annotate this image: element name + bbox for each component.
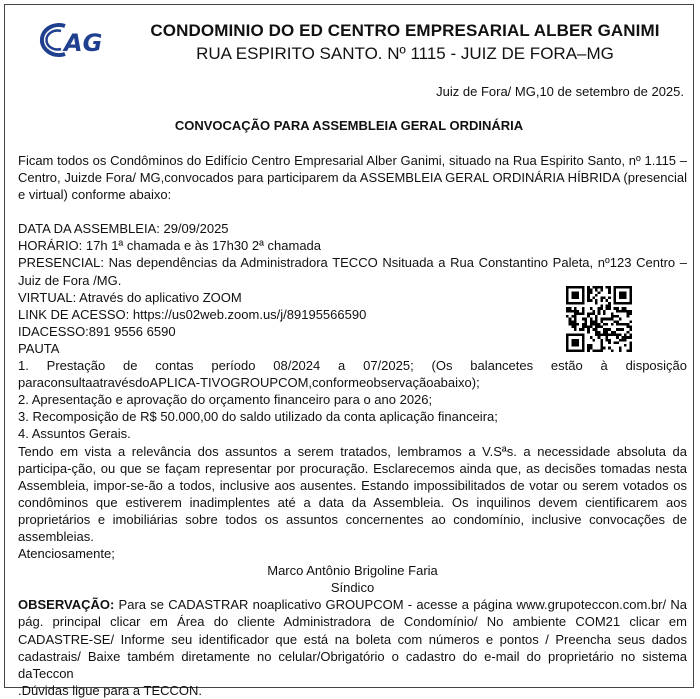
document-title: CONVOCAÇÃO PARA ASSEMBLEIA GERAL ORDINÁRIA <box>174 118 524 133</box>
notice-body <box>18 152 687 699</box>
cag-logo <box>31 19 109 61</box>
observation-paragraph <box>18 596 687 681</box>
date-line: Juiz de Fora/ MG,10 de setembro de 2025. <box>436 84 684 99</box>
agenda-item: 1. Prestação de contas período 08/2024 a 07/2025; (Os balancetes estão à disposição paraconsultaatravésdoAPLICA-TIVOGROUPCOM,conformeobservaçãoabaixo); <box>18 358 687 391</box>
salutation: Atenciosamente; <box>18 546 115 562</box>
agenda-item: 4. Assuntos Gerais. <box>18 426 131 442</box>
observation-text: Para se CADASTRAR noaplicativo GROUPCOM - acesse a página www.grupoteccon.com.br/ Na pág. principal clicar em Área do cliente Administradora de Condomínio/ No ambiente COM21 clicar em CADASTRE-SE/ Informe seu identificador que está na boleta com números e pontos / Preencha seus dados cadastrais/ Baixe também diretamente no celular/Obrigatório o cadastro do e-mail do proprietário no sistema daTeccon <box>18 597 687 681</box>
signatory-role: Síndico <box>330 580 375 596</box>
closing-paragraph: Tendo em vista a relevância dos assuntos a serem tratados, lembramos a V.Sªs. a necessidade absoluta da participa-ção, ou que se façam representar por procuração. Esclarecemos ainda que, as decisões tomadas nesta Assembleia, impor-se-ão a todos, inclusive aos ausentes. Estando impossibilitados de votar ou serem votados os condôminos que estiverem inadimplentes até a data da Assembleia. Os inquilinos devem cientificarem aos proprietários e imobiliárias sobre todos os assuntos concernentes ao condomínio, inclusive convocações de assembleias. <box>18 443 687 544</box>
org-address: RUA ESPIRITO SANTO. Nº 1115 - JUIZ DE FORA–MG <box>196 44 614 63</box>
observation-label: OBSERVAÇÃO: <box>18 597 115 613</box>
signatory-name: Marco Antônio Brigoline Faria <box>267 563 438 579</box>
intro-paragraph: Ficam todos os Condôminos do Edifício Centro Empresarial Alber Ganimi, situado na Rua Espirito Santo, nº 1.115 – Centro, Juizde Fora/ MG,convocados para participarem da ASSEMBLEIA GERAL ORDINÁRIA HÍBRIDA (presencial e virtual) conforme abaixo: <box>18 153 687 203</box>
access-link: LINK DE ACESSO: https://us02web.zoom.us/j/89195566590 <box>18 306 367 322</box>
agenda-heading: PAUTA <box>18 340 60 356</box>
assembly-time: HORÁRIO: 17h 1ª chamada e às 17h30 2ª chamada <box>18 238 322 254</box>
agenda-item: 3. Recomposição de R$ 50.000,00 do saldo utilizado da conta aplicação financeira; <box>18 409 498 425</box>
org-name: CONDOMINIO DO ED CENTRO EMPRESARIAL ALBER GANIMI <box>150 21 660 40</box>
notice-frame <box>4 4 694 698</box>
svg-text:AG: AG <box>64 29 103 57</box>
agenda-item: 2. Apresentação e aprovação do orçamento financeiro para o ano 2026; <box>18 392 433 408</box>
spacer <box>18 203 687 220</box>
in-person-location: PRESENCIAL: Nas dependências da Administradora TECCO Nsituada a Rua Constantino Paleta, nº123 Centro – Juiz de Fora /MG. <box>18 255 687 288</box>
assembly-date: DATA DA ASSEMBLEIA: 29/09/2025 <box>18 221 229 237</box>
qr-code-icon <box>566 286 632 352</box>
observation-footer: .Dúvidas ligue para a TECCON. <box>18 682 203 698</box>
virtual-info: VIRTUAL: Através do aplicativo ZOOM <box>18 289 242 305</box>
access-id: IDACESSO:891 9556 6590 <box>18 323 176 339</box>
